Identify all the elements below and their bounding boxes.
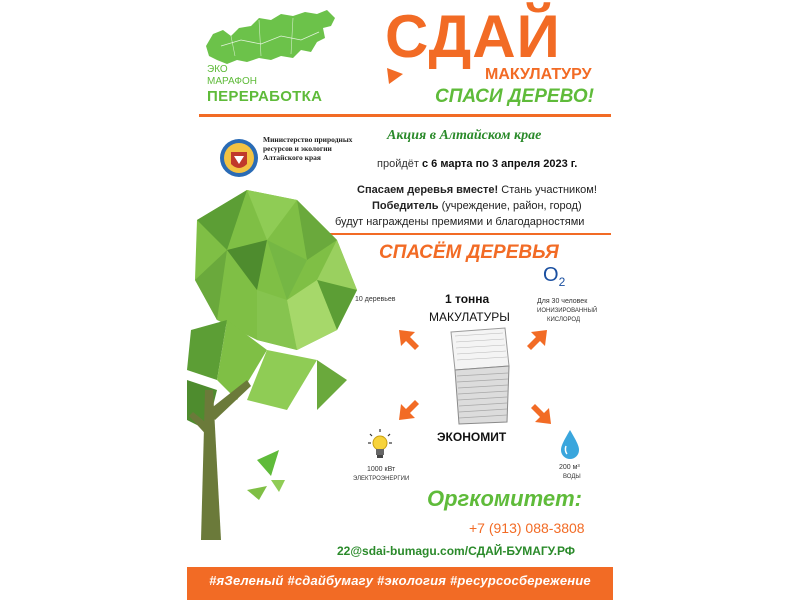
save-trees-heading: СПАСЁМ ДЕРЕВЬЯ (379, 242, 559, 263)
headline-slogan: СПАСИ ДЕРЕВО! (435, 86, 594, 107)
crest-icon (219, 136, 259, 180)
water-label: ВОДЫ (563, 474, 581, 480)
paper-stack-icon (445, 326, 515, 426)
energy-value: 1000 кВт (367, 466, 396, 473)
call-bold-2: Победитель (372, 200, 439, 212)
call-line-3: будут награждены премиями и благодарностями (335, 216, 585, 228)
energy-label: ЭЛЕКТРОЭНЕРГИИ (353, 476, 410, 482)
organizers-heading: Оргкомитет: (427, 486, 582, 511)
tree-illustration (187, 180, 377, 560)
oxygen-subscript: 2 (558, 275, 566, 289)
headline-sub: МАКУЛАТУРУ (485, 66, 592, 83)
campaign-dates-prefix: пройдёт (377, 158, 419, 170)
headline-main: СДАЙ (385, 3, 561, 70)
logo-eko: ЭКО (207, 64, 228, 75)
oxygen-people: Для 30 человек (537, 298, 588, 305)
oxygen-letter: O (543, 264, 559, 286)
arrow-down-right-icon (529, 402, 553, 426)
water-drop-icon (559, 428, 581, 460)
call-line-2 (372, 200, 582, 212)
ton-label: 1 тонна (445, 292, 490, 306)
arrow-up-left-icon (397, 328, 421, 352)
trees-count: 10 деревьев (355, 296, 396, 303)
light-bulb-icon (367, 428, 393, 462)
paper-label: МАКУЛАТУРЫ (429, 310, 510, 324)
arrow-down-left-icon (397, 398, 421, 422)
oxygen-symbol (543, 264, 565, 289)
campaign-dates (377, 158, 577, 170)
logo-marafon: МАРАФОН (207, 76, 257, 87)
saves-label: ЭКОНОМИТ (437, 430, 507, 444)
poster (187, 0, 613, 600)
call-line-1 (357, 184, 597, 196)
logo-title: ПЕРЕРАБОТКА (207, 88, 323, 105)
email-website[interactable]: 22@sdai-bumagu.com/СДАЙ-БУМАГУ.РФ (337, 544, 576, 558)
phone-number[interactable]: +7 (913) 088-3808 (469, 520, 585, 536)
campaign-title: Акция в Алтайском крае (387, 128, 542, 143)
oxygen-desc-2: КИСЛОРОД (547, 317, 581, 323)
hashtags: #яЗеленый #сдайбумагу #экология #ресурсосбережение (209, 573, 591, 588)
call-rest-1: Стань участником! (498, 184, 597, 196)
orange-triangle-decor (383, 60, 413, 90)
water-value: 200 м³ (559, 464, 580, 471)
divider (199, 114, 611, 117)
arrow-up-right-icon (525, 328, 549, 352)
call-bold-1: Спасаем деревья вместе! (357, 184, 499, 196)
oxygen-desc-1: ИОНИЗИРОВАННЫЙ (537, 308, 598, 314)
campaign-dates-value: с 6 марта по 3 апреля 2023 г. (421, 158, 578, 170)
ministry-label: Министерство природных ресурсов и экологии Алтайского края (263, 135, 353, 162)
call-rest-2: (учреждение, район, город) (438, 200, 582, 212)
